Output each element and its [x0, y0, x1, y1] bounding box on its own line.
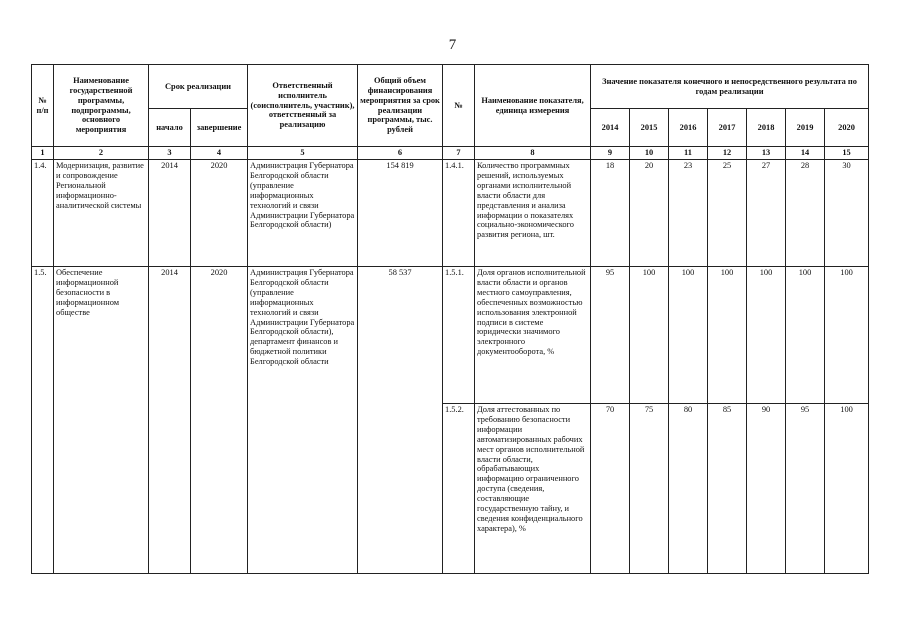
header-indicator-num: №: [443, 65, 475, 147]
header-year: 2017: [708, 109, 747, 147]
indicator-value: 23: [669, 160, 708, 267]
indicator-value: 100: [669, 267, 708, 404]
column-number: 10: [630, 147, 669, 160]
end-year: 2020: [191, 267, 248, 574]
indicator-value: 100: [825, 267, 869, 404]
header-start: начало: [149, 109, 191, 147]
header-col-num: № п/п: [32, 65, 54, 147]
header-year: 2015: [630, 109, 669, 147]
column-number: 8: [475, 147, 591, 160]
measure-name: Модернизация, развитие и сопровождение Региональной информационно-аналитической системы: [54, 160, 149, 267]
indicator-value: 100: [747, 267, 786, 404]
indicator-value: 95: [786, 404, 825, 574]
column-number: 1: [32, 147, 54, 160]
header-year: 2020: [825, 109, 869, 147]
column-numbers-row: [32, 147, 869, 160]
header-funding: Общий объем финансирования мероприятия за срок реализации программы, тыс. рублей: [358, 65, 443, 147]
program-table: [31, 64, 869, 574]
indicator-number: 1.5.2.: [443, 404, 475, 574]
funding: 58 537: [358, 267, 443, 574]
column-number: 3: [149, 147, 191, 160]
column-number: 9: [591, 147, 630, 160]
indicator-value: 100: [630, 267, 669, 404]
column-number: 4: [191, 147, 248, 160]
header-indicator-name: Наименование показателя, единица измерения: [475, 65, 591, 147]
header-executor: Ответственный исполнитель (соисполнитель, участник), ответственный за реализацию: [248, 65, 358, 147]
row-number: 1.5.: [32, 267, 54, 574]
column-number: 13: [747, 147, 786, 160]
indicator-value: 75: [630, 404, 669, 574]
column-number: 12: [708, 147, 747, 160]
measure-name: Обеспечение информационной безопасности в информационном обществе: [54, 267, 149, 574]
column-number: 7: [443, 147, 475, 160]
column-number: 11: [669, 147, 708, 160]
header-year: 2019: [786, 109, 825, 147]
executor: Администрация Губернатора Белгородской области (управление информационных технологий и связи Администрации Губернатора Белгородской области): [248, 160, 358, 267]
header-year: 2018: [747, 109, 786, 147]
start-year: 2014: [149, 160, 191, 267]
column-number: 15: [825, 147, 869, 160]
indicator-value: 27: [747, 160, 786, 267]
column-number: 14: [786, 147, 825, 160]
page-number: 7: [448, 37, 457, 53]
column-number: 6: [358, 147, 443, 160]
indicator-value: 25: [708, 160, 747, 267]
indicator-value: 80: [669, 404, 708, 574]
indicator-name: Количество программных решений, используемых органами исполнительной власти области для представления и анализа информации о показателях социально-экономического развития региона, шт.: [475, 160, 591, 267]
indicator-value: 100: [786, 267, 825, 404]
indicator-value: 95: [591, 267, 630, 404]
header-year: 2016: [669, 109, 708, 147]
indicator-value: 18: [591, 160, 630, 267]
indicator-value: 100: [825, 404, 869, 574]
indicator-value: 85: [708, 404, 747, 574]
indicator-value: 20: [630, 160, 669, 267]
indicator-name: Доля органов исполнительной власти области и органов местного самоуправления, обеспеченных возможностью использования электронной подписи в системе юридически значимого электронного документооборота, %: [475, 267, 591, 404]
header-term: Срок реализации: [149, 65, 248, 109]
row-number: 1.4.: [32, 160, 54, 267]
end-year: 2020: [191, 160, 248, 267]
indicator-value: 28: [786, 160, 825, 267]
start-year: 2014: [149, 267, 191, 574]
column-number: 5: [248, 147, 358, 160]
header-values-group: Значение показателя конечного и непосредственного результата по годам реализации: [591, 65, 869, 109]
table-row: [32, 160, 869, 267]
funding: 154 819: [358, 160, 443, 267]
indicator-value: 100: [708, 267, 747, 404]
indicator-name: Доля аттестованных по требованию безопасности информации автоматизированных рабочих мест органов исполнительной власти области, обрабатывающих информацию ограниченного доступа (сведения, составляющие государственную тайну, и сведения конфиденциального характера), %: [475, 404, 591, 574]
table-row: [32, 267, 869, 404]
header-end: завершение: [191, 109, 248, 147]
indicator-value: 70: [591, 404, 630, 574]
header-program-name: Наименование государственной программы, подпрограммы, основного мероприятия: [54, 65, 149, 147]
column-number: 2: [54, 147, 149, 160]
indicator-value: 30: [825, 160, 869, 267]
indicator-number: 1.4.1.: [443, 160, 475, 267]
indicator-value: 90: [747, 404, 786, 574]
header-year: 2014: [591, 109, 630, 147]
indicator-number: 1.5.1.: [443, 267, 475, 404]
executor: Администрация Губернатора Белгородской области (управление информационных технологий и связи Администрации Губернатора Белгородской области), департамент финансов и бюджетной политики Белгородской области: [248, 267, 358, 574]
